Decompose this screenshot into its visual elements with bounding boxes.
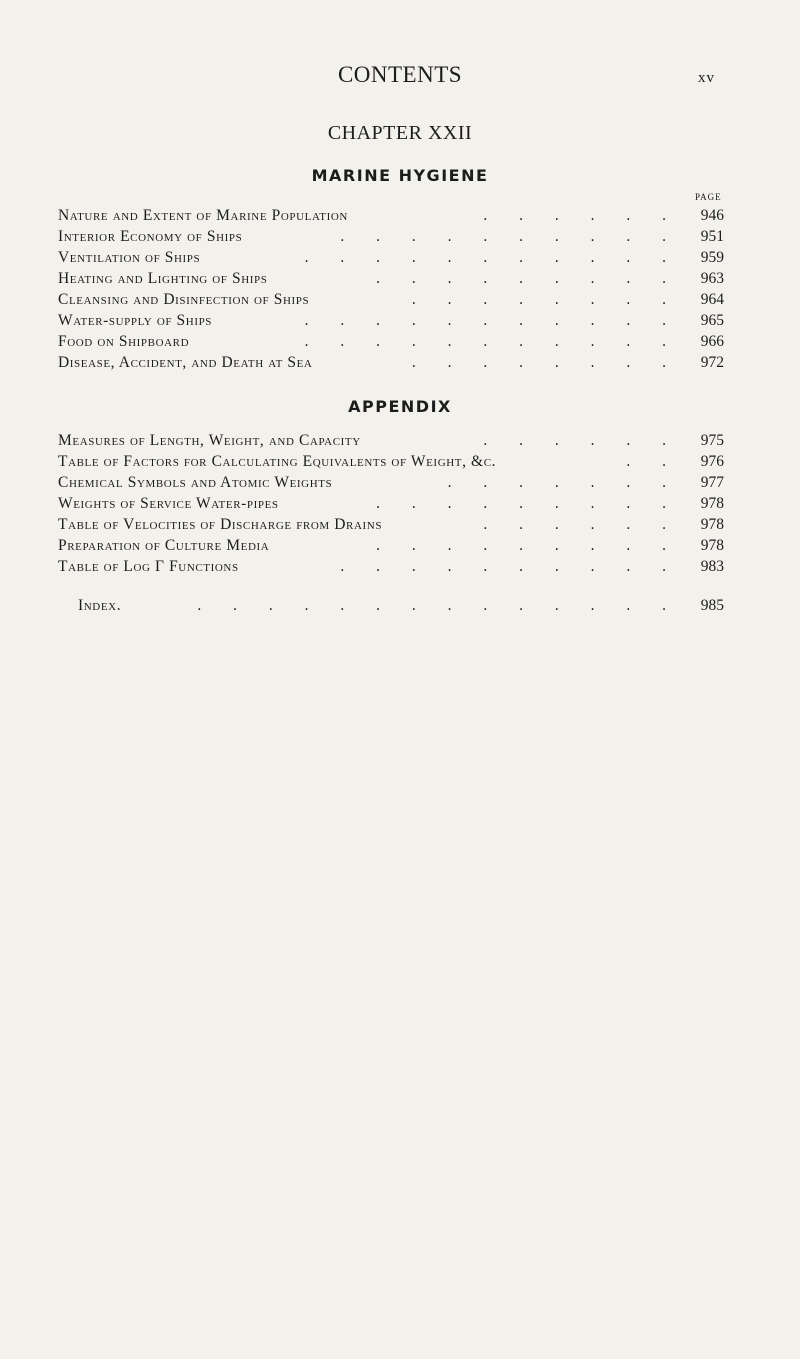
toc-entry-page: 978 [700, 495, 724, 512]
toc-entry-page: 965 [700, 312, 724, 329]
toc-entry-page: 946 [700, 207, 724, 224]
toc-leader: . . . . . . . . [411, 291, 680, 308]
toc-entry[interactable] [58, 453, 724, 475]
toc-entry-title: Table of Log Γ Functions [58, 558, 239, 575]
toc-leader: . . . . . . . . . . . [304, 249, 680, 266]
toc-entry-page: 951 [700, 228, 724, 245]
toc-entry-page: 975 [700, 432, 724, 449]
toc-entry[interactable] [58, 516, 724, 538]
toc-leader: . . . . . . [483, 516, 680, 533]
toc-entry-index[interactable] [78, 597, 724, 619]
chapter-title: MARINE HYGIENE [311, 166, 489, 185]
toc-entry-title: Index. [78, 597, 122, 614]
toc-entry-page: 985 [700, 597, 724, 614]
toc-entry-title: Chemical Symbols and Atomic Weights [58, 474, 333, 491]
toc-entry-title: Ventilation of Ships [58, 249, 201, 266]
toc-leader: . . . . . . . . . . [340, 228, 680, 245]
toc-entry-title: Disease, Accident, and Death at Sea [58, 354, 313, 371]
toc-entry-page: 978 [700, 516, 724, 533]
toc-entry-page: 976 [700, 453, 724, 470]
toc-entry-page: 977 [700, 474, 724, 491]
toc-entry-page: 964 [700, 291, 724, 308]
toc-entry-page: 959 [700, 249, 724, 266]
chapter-heading: CHAPTER XXII [327, 122, 473, 144]
toc-leader: . . . . . . . . . . [340, 558, 680, 575]
toc-leader: . . [626, 453, 680, 470]
page-column-label: PAGE [695, 192, 722, 202]
toc-entry-page: 963 [700, 270, 724, 287]
toc-entry-title: Interior Economy of Ships [58, 228, 243, 245]
running-head [0, 62, 800, 96]
toc-entry[interactable] [58, 474, 724, 496]
toc-entry[interactable] [58, 558, 724, 580]
toc-leader: . . . . . . . . . . . [304, 312, 680, 329]
toc-leader: . . . . . . . . . . . . . . [197, 597, 680, 614]
toc-entry[interactable] [58, 249, 724, 271]
toc-leader: . . . . . . . . . [376, 537, 680, 554]
toc-entry[interactable] [58, 432, 724, 454]
toc-leader: . . . . . . [483, 207, 680, 224]
toc-entry-title: Water-supply of Ships [58, 312, 213, 329]
toc-entry-title: Heating and Lighting of Ships [58, 270, 268, 287]
toc-entry-title: Preparation of Culture Media [58, 537, 270, 554]
toc-entry[interactable] [58, 495, 724, 517]
toc-entry-title: Measures of Length, Weight, and Capacity [58, 432, 361, 449]
toc-leader: . . . . . . . . . [376, 270, 680, 287]
toc-entry-title: Table of Velocities of Discharge from Drains [58, 516, 383, 533]
toc-entry[interactable] [58, 207, 724, 229]
toc-leader: . . . . . . . [447, 474, 680, 491]
toc-entry[interactable] [58, 312, 724, 334]
toc-leader: . . . . . . . . [411, 354, 680, 371]
toc-entry-title: Weights of Service Water-pipes [58, 495, 279, 512]
toc-entry-page: 972 [700, 354, 724, 371]
toc-entry-title: Cleansing and Disinfection of Ships [58, 291, 310, 308]
toc-entry[interactable] [58, 270, 724, 292]
toc-entry[interactable] [58, 354, 724, 376]
toc-entry[interactable] [58, 228, 724, 250]
appendix-title: APPENDIX [348, 397, 452, 416]
toc-entry-title: Nature and Extent of Marine Population [58, 207, 348, 224]
toc-entry-page: 978 [700, 537, 724, 554]
toc-entry-page: 966 [700, 333, 724, 350]
running-title: CONTENTS [337, 62, 463, 87]
toc-entry-title: Table of Factors for Calculating Equivalents of Weight, &c. [58, 453, 497, 470]
toc-entry[interactable] [58, 291, 724, 313]
toc-leader: . . . . . . [483, 432, 680, 449]
running-page-number: xv [698, 70, 715, 86]
toc-entry-title: Food on Shipboard [58, 333, 190, 350]
toc-entry[interactable] [58, 537, 724, 559]
toc-entry-page: 983 [700, 558, 724, 575]
toc-leader: . . . . . . . . . . . [304, 333, 680, 350]
toc-leader: . . . . . . . . . [376, 495, 680, 512]
toc-entry[interactable] [58, 333, 724, 355]
